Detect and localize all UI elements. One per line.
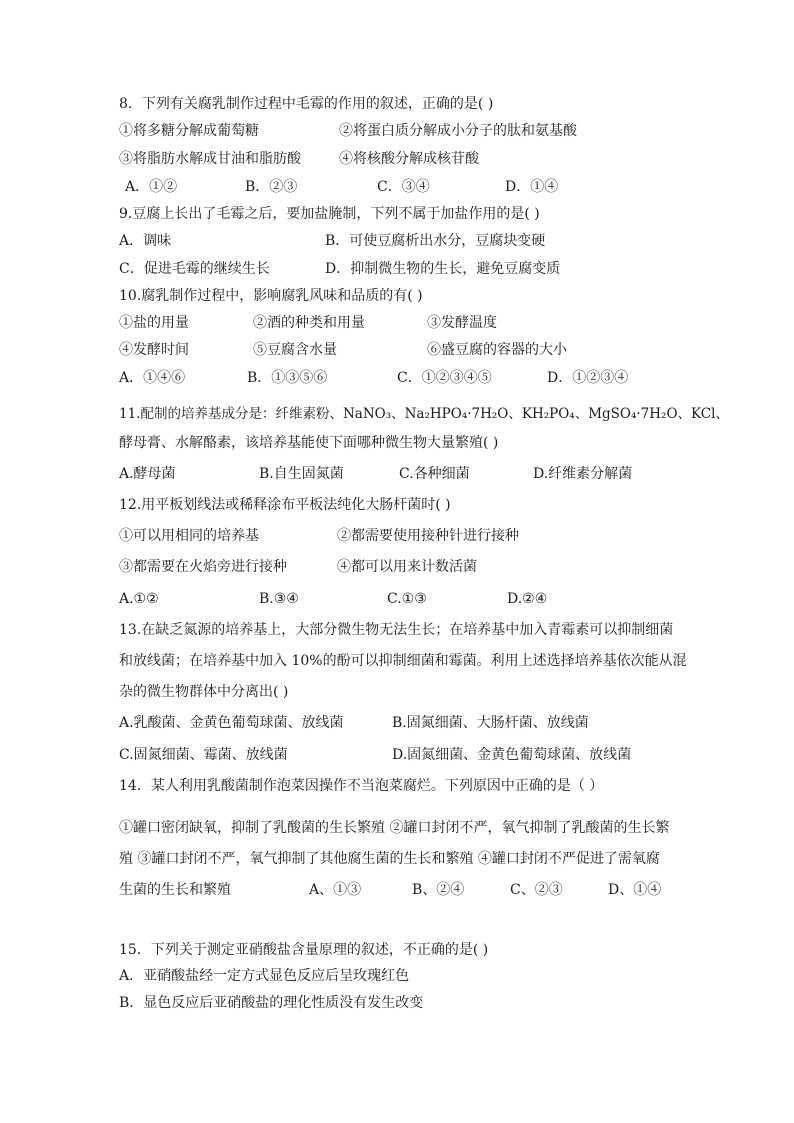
question-8-statement-1: ①将多糖分解成葡萄糖 <box>119 123 259 139</box>
question-14-option-b: B、②④ <box>412 882 465 898</box>
question-10-option-d: D．①②③④ <box>547 370 629 386</box>
question-10-statement-4: ④发酵时间 <box>119 342 189 358</box>
question-12-option-a: A.①② <box>119 591 159 607</box>
question-10-statement-6: ⑥盛豆腐的容器的大小 <box>427 342 567 358</box>
question-8-statement-3: ③将脂肪水解成甘油和脂肪酸 <box>119 151 301 167</box>
question-11-stem-line-1: 11.配制的培养基成分是：纤维素粉、NaNO₃、Na₂HPO₄·7H₂O、KH₂PO₄、MgSO₄·7H₂O、KCl、 <box>119 406 729 422</box>
question-14-statements-line-3: 生菌的生长和繁殖 <box>119 882 231 898</box>
question-8-statement-4: ④将核酸分解成核苷酸 <box>339 151 479 167</box>
question-11-option-b: B.自生固氮菌 <box>259 466 344 482</box>
question-14-option-d: D、①④ <box>608 882 662 898</box>
question-13-option-a: A.乳酸菌、金黄色葡萄球菌、放线菌 <box>119 715 344 731</box>
question-13-option-b: B.固氮细菌、大肠杆菌、放线菌 <box>392 715 589 731</box>
question-9-stem: 9.豆腐上长出了毛霉之后，要加盐腌制，下列不属于加盐作用的是( ) <box>119 206 540 222</box>
question-10-statement-1: ①盐的用量 <box>119 315 189 331</box>
question-12-stem: 12.用平板划线法或稀释涂布平板法纯化大肠杆菌时( ) <box>119 497 451 513</box>
question-8-option-d: D．①④ <box>505 179 559 195</box>
question-9-option-b: B．可使豆腐析出水分，豆腐块变硬 <box>325 233 546 249</box>
question-8-option-b: B．②③ <box>245 179 298 195</box>
question-9-option-c: C．促进毛霉的继续生长 <box>119 261 270 277</box>
question-12-option-b: B.③④ <box>259 591 299 607</box>
question-12-option-c: C.①③ <box>387 591 427 607</box>
question-10-statement-5: ⑤豆腐含水量 <box>253 342 337 358</box>
question-13-stem-line-3: 杂的微生物群体中分离出( ) <box>119 684 289 700</box>
question-12-option-d: D.②④ <box>507 591 548 607</box>
question-14-statements-line-1: ①罐口密闭缺氧，抑制了乳酸菌的生长繁殖 ②罐口封闭不严，氧气抑制了乳酸菌的生长繁 <box>119 820 670 836</box>
question-15-option-b: B．显色反应后亚硝酸盐的理化性质没有发生改变 <box>119 995 424 1011</box>
question-12-statement-1: ①可以用相同的培养基 <box>119 528 259 544</box>
question-9-option-a: A．调味 <box>119 233 172 249</box>
question-14-statements-line-2: 殖 ③罐口封闭不严，氧气抑制了其他腐生菌的生长和繁殖 ④罐口封闭不严促进了需氧腐 <box>119 851 660 867</box>
question-14-option-c: C、②③ <box>510 882 563 898</box>
question-14-stem: 14．某人利用乳酸菌制作泡菜因操作不当泡菜腐烂。下列原因中正确的是（ ） <box>119 778 604 794</box>
question-13-option-d: D.固氮细菌、金黄色葡萄球菌、放线菌 <box>392 747 632 763</box>
question-11-option-a: A.酵母菌 <box>119 466 176 482</box>
question-15-stem: 15．下列关于测定亚硝酸盐含量原理的叙述，不正确的是( ) <box>119 942 489 958</box>
question-10-statement-2: ②酒的种类和用量 <box>253 315 365 331</box>
question-12-statement-2: ②都需要使用接种针进行接种 <box>337 528 519 544</box>
question-8-stem: 8．下列有关腐乳制作过程中毛霉的作用的叙述，正确的是( ) <box>119 96 494 112</box>
question-14-option-a: A、①③ <box>309 882 362 898</box>
question-11-option-d: D.纤维素分解菌 <box>533 466 633 482</box>
question-10-stem: 10.腐乳制作过程中，影响腐乳风味和品质的有( ) <box>119 288 423 304</box>
question-10-option-b: B．①③⑤⑥ <box>247 370 328 386</box>
question-12-statement-4: ④都可以用来计数活菌 <box>337 559 477 575</box>
question-11-stem-line-2: 酵母膏、水解酪素，该培养基能使下面哪种微生物大量繁殖( ) <box>119 435 499 451</box>
question-9-option-d: D．抑制微生物的生长，避免豆腐变质 <box>325 261 561 277</box>
question-8-option-c: C．③④ <box>377 179 430 195</box>
question-13-stem-line-2: 和放线菌；在培养基中加入 10%的酚可以抑制细菌和霉菌。利用上述选择培养基依次能从混 <box>119 653 687 669</box>
question-11-option-c: C.各种细菌 <box>399 466 470 482</box>
question-12-statement-3: ③都需要在火焰旁进行接种 <box>119 559 287 575</box>
question-13-option-c: C.固氮细菌、霉菌、放线菌 <box>119 747 288 763</box>
question-10-statement-3: ③发酵温度 <box>427 315 497 331</box>
question-10-option-c: C．①②③④⑤ <box>397 370 492 386</box>
question-13-stem-line-1: 13.在缺乏氮源的培养基上，大部分微生物无法生长；在培养基中加入青霉素可以抑制细菌 <box>119 622 674 638</box>
question-15-option-a: A．亚硝酸盐经一定方式显色反应后呈玫瑰红色 <box>119 968 410 984</box>
question-10-option-a: A．①④⑥ <box>119 370 186 386</box>
question-8-option-a: A．①② <box>125 179 178 195</box>
question-8-statement-2: ②将蛋白质分解成小分子的肽和氨基酸 <box>339 123 577 139</box>
